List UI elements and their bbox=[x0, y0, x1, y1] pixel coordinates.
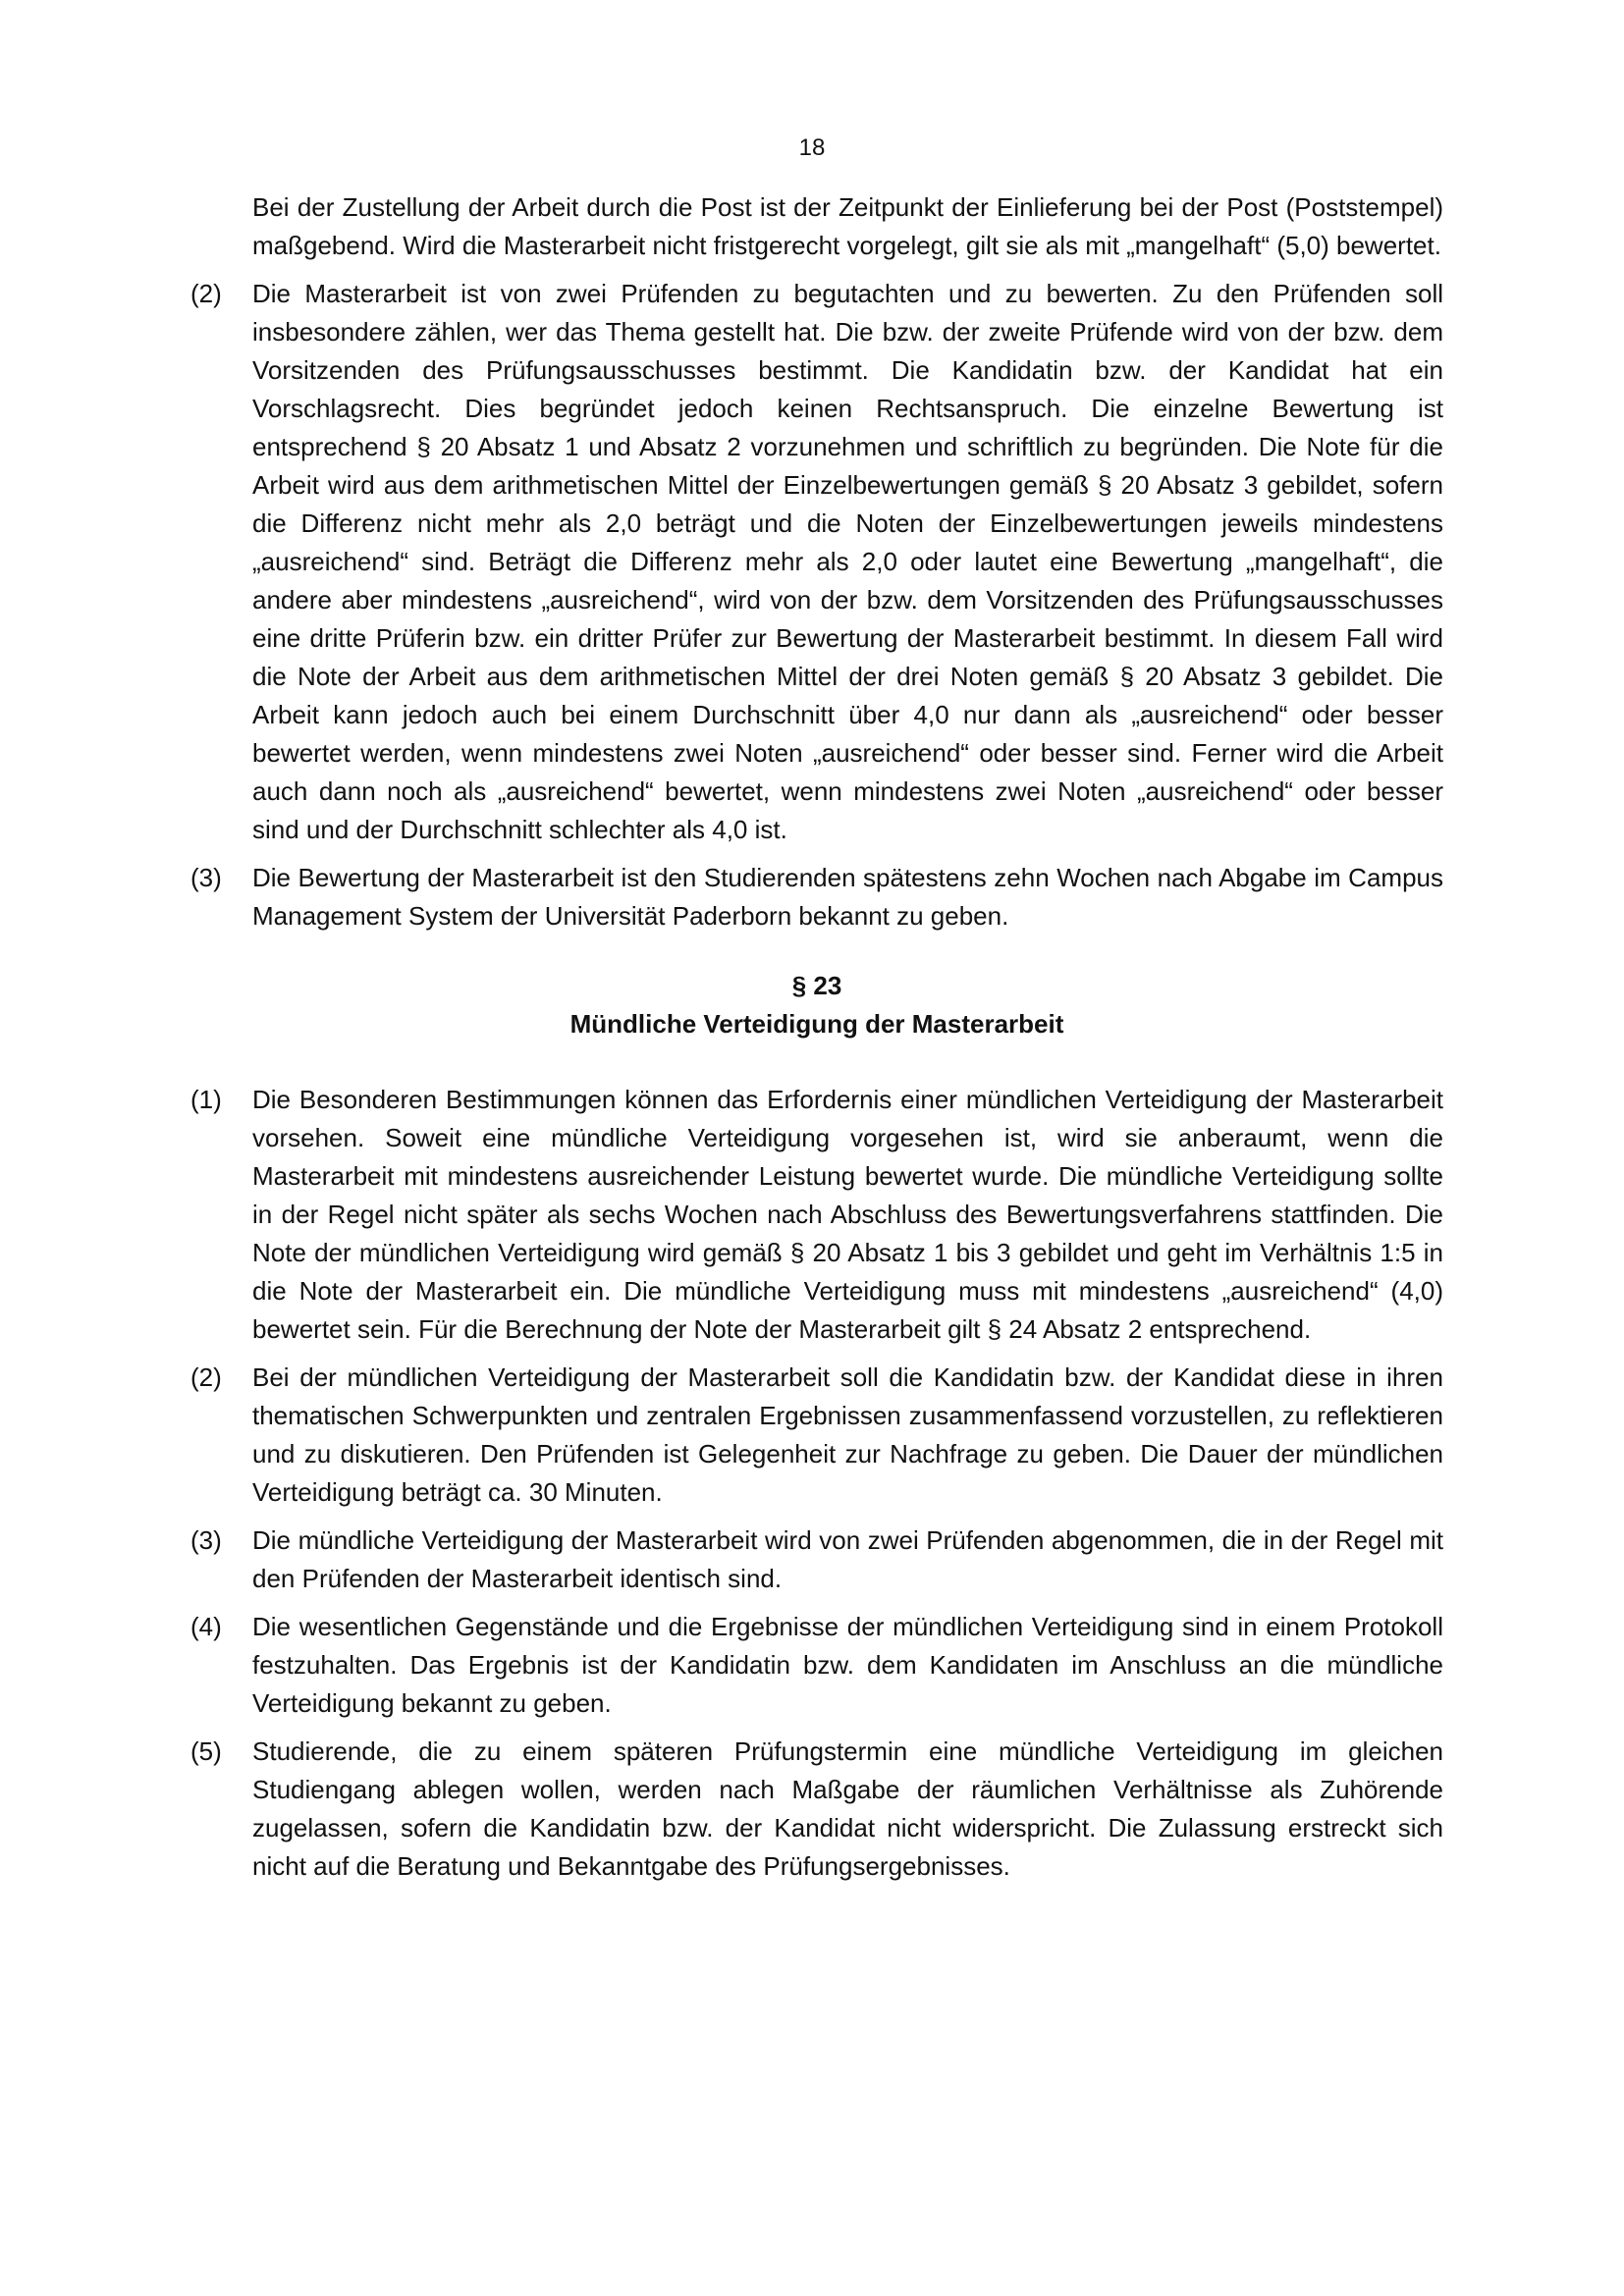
section-title: Mündliche Verteidigung der Masterarbeit bbox=[569, 1009, 1064, 1039]
section23-paragraph-5 bbox=[190, 1733, 1443, 1886]
paragraph-text: Die Besonderen Bestimmungen können das Erfordernis einer mündlichen Verteidigung der Masterarbeit vorsehen. Soweit eine mündliche Verteidigung vorgesehen ist, wird sie anberaumt, wenn die Masterarbeit mit mindestens ausreichender Leistung bewertet wurde. Die mündliche Verteidigung sollte in der Regel nicht später als sechs Wochen nach Abschluss des Bewertungsverfahrens stattfinden. Die Note der mündlichen Verteidigung wird gemäß § 20 Absatz 1 bis 3 gebildet und geht im Verhältnis 1:5 in die Note der Masterarbeit ein. Die mündliche Verteidigung muss mit mindestens „ausreichend“ (4,0) bewertet sein. Für die Berechnung der Note der Masterarbeit gilt § 24 Absatz 2 entsprechend. bbox=[252, 1085, 1443, 1344]
paragraph-text: Die wesentlichen Gegenstände und die Ergebnisse der mündlichen Verteidigung sind in einem Protokoll festzuhalten. Das Ergebnis ist der Kandidatin bzw. dem Kandidaten im Anschluss an die mündliche Verteidigung bekannt zu geben. bbox=[252, 1612, 1443, 1718]
section23-paragraph-4 bbox=[190, 1608, 1443, 1723]
page-content bbox=[190, 188, 1443, 1896]
continuation-paragraph bbox=[190, 188, 1443, 265]
paragraph-text: Bei der Zustellung der Arbeit durch die Post ist der Zeitpunkt der Einlieferung bei der Post (Poststempel) maßgebend. Wird die Masterarbeit nicht fristgerecht vorgelegt, gilt sie als mit „mangelhaft“ (5,0) bewertet. bbox=[252, 192, 1443, 260]
page-number: 18 bbox=[798, 134, 826, 161]
section-number: § 23 bbox=[791, 971, 842, 1000]
paragraph-number: (5) bbox=[190, 1736, 222, 1766]
section22-paragraph-2 bbox=[190, 275, 1443, 849]
paragraph-number: (4) bbox=[190, 1612, 222, 1641]
paragraph-text: Die Bewertung der Masterarbeit ist den Studierenden spätestens zehn Wochen nach Abgabe im Campus Management System der Universität Paderborn bekannt zu geben. bbox=[252, 863, 1443, 931]
paragraph-text: Die Masterarbeit ist von zwei Prüfenden zu begutachten und zu bewerten. Zu den Prüfenden soll insbesondere zählen, wer das Thema gestellt hat. Die bzw. der zweite Prüfende wird von der bzw. dem Vorsitzenden des Prüfungsausschusses bestimmt. Die Kandidatin bzw. der Kandidat hat ein Vorschlagsrecht. Dies begründet jedoch keinen Rechtsanspruch. Die einzelne Bewertung ist entsprechend § 20 Absatz 1 und Absatz 2 vorzunehmen und schriftlich zu begründen. Die Note für die Arbeit wird aus dem arithmetischen Mittel der Einzelbewertungen gemäß § 20 Absatz 3 gebildet, sofern die Differenz nicht mehr als 2,0 beträgt und die Noten der Einzelbewertungen jeweils mindestens „ausreichend“ sind. Beträgt die Differenz mehr als 2,0 oder lautet eine Bewertung „mangelhaft“, die andere aber mindestens „ausreichend“, wird von der bzw. dem Vorsitzenden des Prüfungsausschusses eine dritte Prüferin bzw. ein dritter Prüfer zur Bewertung der Masterarbeit bestimmt. In diesem Fall wird die Note der Arbeit aus dem arithmetischen Mittel der drei Noten gemäß § 20 Absatz 3 gebildet. Die Arbeit kann jedoch auch bei einem Durchschnitt über 4,0 nur dann als „ausreichend“ oder besser bewertet werden, wenn mindestens zwei Noten „ausreichend“ oder besser sind. Ferner wird die Arbeit auch dann noch als „ausreichend“ bewertet, wenn mindestens zwei Noten „ausreichend“ oder besser sind und der Durchschnitt schlechter als 4,0 ist. bbox=[252, 279, 1443, 844]
section23-paragraph-1 bbox=[190, 1081, 1443, 1349]
section22-paragraph-3 bbox=[190, 859, 1443, 935]
section23-paragraph-3 bbox=[190, 1522, 1443, 1598]
paragraph-text: Die mündliche Verteidigung der Masterarbeit wird von zwei Prüfenden abgenommen, die in der Regel mit den Prüfenden der Masterarbeit identisch sind. bbox=[252, 1525, 1443, 1593]
paragraph-number: (1) bbox=[190, 1085, 222, 1114]
paragraph-text: Bei der mündlichen Verteidigung der Masterarbeit soll die Kandidatin bzw. der Kandidat diese in ihren thematischen Schwerpunkten und zentralen Ergebnissen zusammenfassend vorzustellen, zu reflektieren und zu diskutieren. Den Prüfenden ist Gelegenheit zur Nachfrage zu geben. Die Dauer der mündlichen Verteidigung beträgt ca. 30 Minuten. bbox=[252, 1362, 1443, 1507]
paragraph-text: Studierende, die zu einem späteren Prüfungstermin eine mündliche Verteidigung im gleichen Studiengang ablegen wollen, werden nach Maßgabe der räumlichen Verhältnisse als Zuhörende zugelassen, sofern die Kandidatin bzw. der Kandidat nicht widerspricht. Die Zulassung erstreckt sich nicht auf die Beratung und Bekanntgabe des Prüfungsergebnisses. bbox=[252, 1736, 1443, 1881]
section23-paragraph-2 bbox=[190, 1359, 1443, 1512]
paragraph-number: (3) bbox=[190, 863, 222, 892]
paragraph-number: (3) bbox=[190, 1525, 222, 1555]
paragraph-number: (2) bbox=[190, 279, 222, 308]
section-heading bbox=[190, 967, 1443, 1043]
paragraph-number: (2) bbox=[190, 1362, 222, 1392]
